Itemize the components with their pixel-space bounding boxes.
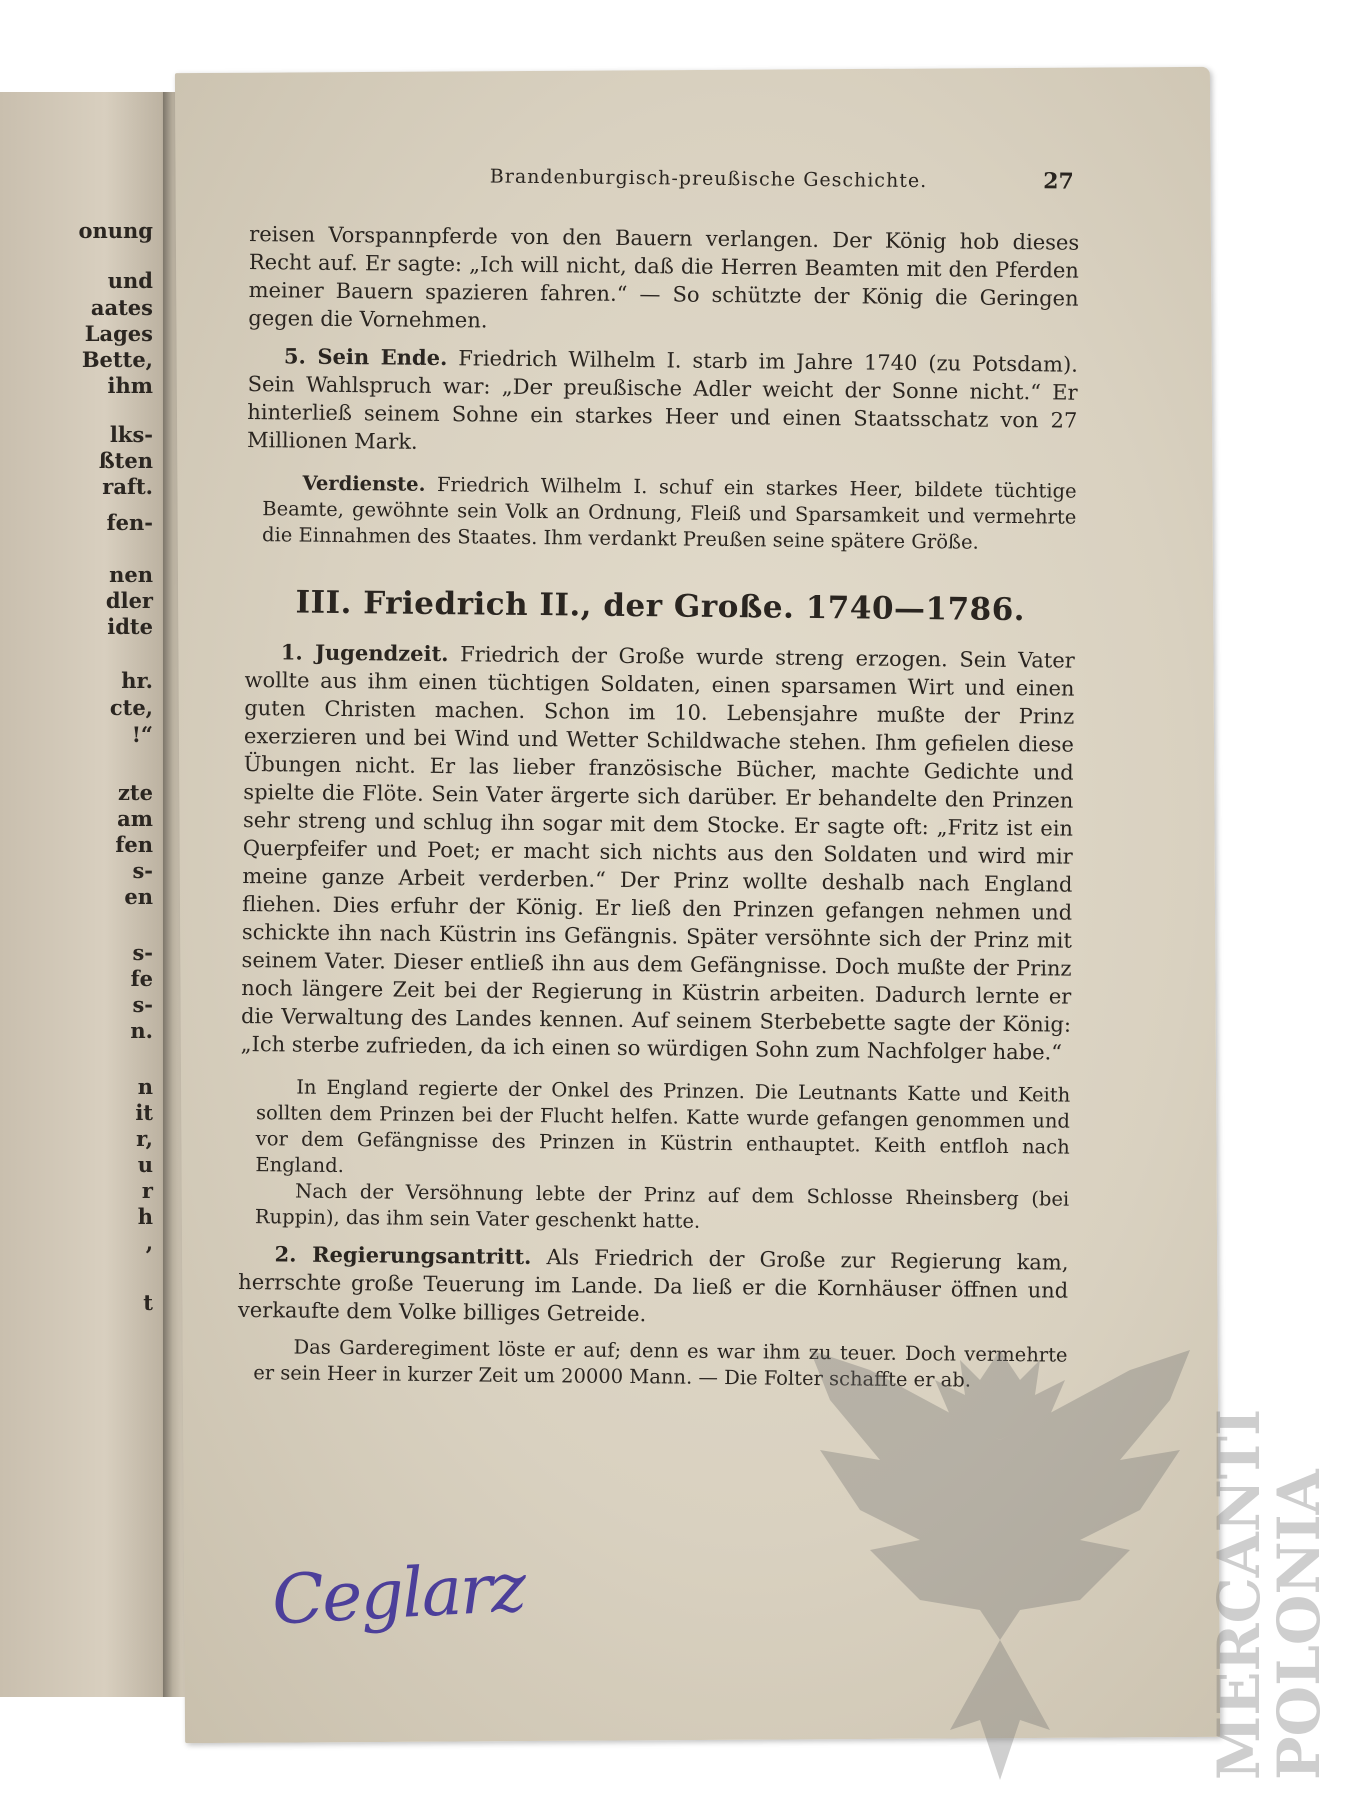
paragraph-text: Friedrich der Große wurde streng erzogen. Sein Vater wollte aus ihm einen tüchtigen Soldaten, einen sparsamen Wirt und einen guten Christen machen. Schon im 10. Lebensjahre mußte der Prinz exerzieren und bei Wind und Wetter Schildwache stehen. Ihm gefielen diese Übungen nicht. Er las lieber französische Bücher, machte Gedichte und spielte die Flöte. Sein Vater ärgerte sich darüber. Er behandelte den Prinzen sehr streng und schlug ihn sogar mit dem Stocke. Er sagte oft: „Fritz ist ein Querpfeifer und Poet; er macht sich nichts aus den Soldaten und wird mir meine ganze Arbeit verderben.“ Der Prinz wollte deshalb nach England fliehen. Dies erfuhr der König. Er ließ den Prinzen gefangen nehmen und schickte ihn nach Küstrin ins Gefängnis. Später versöhnte sich der Prinz mit seinem Vater. Dieser entließ ihn aus dem Gefängnisse. Doch mußte der Prinz noch längere Zeit bei der Regierung in Küstrin arbeiten. Dadurch lernte er die Verwaltung des Landes kennen. Auf seinem Sterbebette sagte der König: „Ich sterbe zufrieden, da ich einen so würdigen Sohn zum Nachfolger habe.“ [240, 642, 1075, 1065]
left-page-fragment: und [107, 268, 153, 293]
left-page-fragment: r, [136, 1126, 153, 1151]
left-page-fragment: nen [109, 562, 153, 587]
left-page-fragment: , [145, 1230, 153, 1255]
paragraph-sein-ende [247, 342, 1078, 463]
left-page-fragment: zte [118, 780, 153, 805]
watermark-text: POLONIA [1265, 1469, 1333, 1780]
left-page-fragment: raft. [102, 474, 153, 499]
handwritten-signature: Ceglarz [270, 1548, 527, 1641]
left-page-fragment: fen- [106, 510, 153, 535]
left-page-fragment: cte, [109, 695, 153, 720]
paragraph-vorspann: reisen Vorspannpferde von den Bauern verlangen. Der König hob dieses Recht auf. Er sagte: „Ich will nicht, daß die Herren Beamten mit den Pferden meiner Bauern spazieren fahren.“ — So schützte der König die Geringen gegen die Vornehmen. [248, 221, 1080, 333]
left-page-fragment: it [135, 1100, 153, 1125]
left-page-fragment: fe [130, 966, 153, 991]
left-page-fragment: t [143, 1290, 153, 1315]
left-page-fragment: ßten [98, 448, 153, 473]
paragraph-england: In England regierte der Onkel des Prinzen. Die Leutnants Katte und Keith sollten dem Prinzen bei der Flucht helfen. Katte wurde gefangen genommen und vor dem Gefängnisse des Prinzen in Küstrin enthauptet. Keith entfloh nach England. [255, 1075, 1071, 1178]
paragraph-garderegiment: Das Garderegiment löste er auf; denn es war ihm zu teuer. Doch vermehrte er sein Heer in kurzer Zeit um 20000 Mann. — Die Folter schaffte er ab. [253, 1335, 1068, 1392]
left-page-fragment: ihm [107, 373, 153, 398]
page-number: 27 [1043, 168, 1074, 195]
left-page-fragment: n [137, 1074, 153, 1099]
paragraph-verdienste [262, 470, 1077, 557]
left-page-fragment: s- [132, 858, 153, 883]
left-page-fragment: lks- [109, 422, 153, 447]
left-page-fragment: dler [105, 588, 153, 613]
paragraph-lead: 5. Sein Ende. [283, 343, 448, 371]
paragraph-text: Friedrich Wilhelm I. schuf ein starkes Heer, bildete tüchtige Beamte, gewöhnte sein Volk an Ordnung, Fleiß und Sparsamkeit und vermehrte die Einnahmen des Staates. Ihm verdankt Preußen seine spätere Größe. [261, 472, 1077, 554]
page-content [237, 160, 1080, 1395]
left-page-fragment: hr. [121, 668, 153, 693]
left-page-fragment: u [137, 1152, 153, 1177]
section-heading: III. Friedrich II., der Große. 1740—1786. [295, 584, 1026, 629]
left-page-fragment: am [117, 806, 153, 831]
left-page-fragment: fen [115, 832, 153, 857]
paragraph-text: Friedrich Wilhelm I. starb im Jahre 1740 (zu Potsdam). Sein Wahlspruch war: „Der preußische Adler weicht der Sonne nicht.“ Er hinterließ seinem Sohne ein starkes Heer und einen Staatsschatz von 27 Millionen Mark. [246, 346, 1079, 454]
left-page-fragment: s- [132, 940, 153, 965]
left-page-fragment: n. [130, 1018, 153, 1043]
paragraph-rheinsberg: Nach der Versöhnung lebte der Prinz auf dem Schlosse Rheinsberg (bei Ruppin), das ihm sein Vater geschenkt hatte. [254, 1179, 1070, 1233]
paragraph-text: Als Friedrich der Große zur Regierung kam, herrschte große Teuerung im Lande. Da ließ er die Kornhäuser öffnen und verkaufte dem Volke billiges Getreide. [237, 1245, 1069, 1327]
left-page-fragment: s- [132, 992, 153, 1017]
paragraph-lead: Verdienste. [302, 471, 426, 496]
paragraph-lead: 2. Regierungsantritt. [274, 1241, 532, 1270]
left-facing-page [0, 92, 175, 1697]
left-page-fragment: idte [107, 614, 153, 639]
eagle-watermark-icon [800, 1310, 1200, 1790]
paragraph-lead: 1. Jugendzeit. [280, 639, 449, 667]
left-page-fragment: en [124, 884, 153, 909]
watermark-text: MERCANTI [1205, 1408, 1273, 1780]
running-title: Brandenburgisch-preußische Geschichte. [489, 165, 928, 193]
left-page-fragment: Bette, [81, 347, 153, 372]
watermark [800, 1310, 1333, 1790]
left-page-fragment: r [141, 1178, 153, 1203]
left-page-fragment: !“ [131, 722, 153, 747]
left-page-fragment: h [137, 1204, 153, 1229]
paragraph-jugendzeit [241, 638, 1075, 1067]
left-page-fragment: Lages [84, 321, 153, 346]
left-page-fragment: onung [78, 218, 153, 243]
running-head [490, 163, 1080, 195]
left-page-fragment: aates [90, 295, 153, 320]
